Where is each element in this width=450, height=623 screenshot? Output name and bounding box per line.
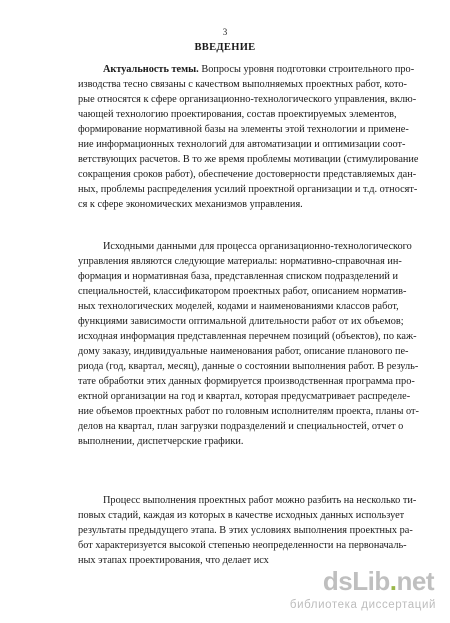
paragraph-line: ных этапах проектирования, что делает исх (78, 555, 269, 566)
watermark-logo: dsLib.net (322, 566, 434, 596)
paragraph-line: тате обработки этих данных формируется производственная программа про- (78, 376, 415, 387)
paragraph-line: чающей технологию проектирования, состав проектируемых элементов, (78, 109, 397, 120)
paragraph-line: риода (год, квартал, месяц), данные о состоянии выполнения работ. В резуль- (78, 361, 419, 372)
paragraph-line: специальностей, классификатором проектных работ, описанием норматив- (78, 286, 407, 297)
paragraph-line: ных, проблемы распределения усилий проектной организации и т.д. относят- (78, 184, 418, 195)
paragraph-line: ся к сфере экономических механизмов управления. (78, 199, 303, 210)
paragraph-line: делов на квартал, план загрузки подразделений и специальностей, отчет о (78, 421, 404, 432)
paragraph-line: Исходными данными для процесса организационно-технологического (103, 241, 412, 252)
paragraph-line: ных технологических моделей, кодами и наименованиями классов работ, (78, 301, 399, 312)
paragraph-line: ветствующих расчетов. В то же время проблемы мотивации (стимулирование (78, 154, 419, 165)
paragraph-line: изводства тесно связаны с качеством выполняемых проектных работ, кото- (78, 79, 407, 90)
paragraph-line: повых стадий, каждая из которых в качестве исходных данных использует (78, 510, 405, 521)
paragraph-line: ние информационных технологий для автоматизации и оптимизации соот- (78, 139, 406, 150)
paragraph-line: результаты предыдущего этапа. В этих условиях выполнения проектных ра- (78, 525, 413, 536)
paragraph-line: ектной организации на год и квартал, которая предусматривает распределе- (78, 391, 411, 402)
paragraph-line: формирование нормативной базы на элементы этой технологии и примене- (78, 124, 409, 135)
paragraph-line: выполнении, диспетчерские графики. (78, 436, 244, 447)
section-heading: ВВЕДЕНИЕ (194, 42, 256, 53)
paragraph-line: бот характеризуется высокой степенью неопределенности на первоначаль- (78, 540, 407, 551)
paragraph-line: сокращения сроков работ), обеспечение достоверности представляемых дан- (78, 169, 417, 180)
paragraph-line: исходная информация представленная перечнем позиций (объектов), по каж- (78, 331, 417, 342)
paragraph-line: рые относятся к сфере организационно-технологического управления, вклю- (78, 94, 417, 105)
paragraph-line: формация и нормативная база, представленная списком подразделений и (78, 271, 398, 282)
paragraph-line: Актуальность темы. Вопросы уровня подготовки строительного про- (103, 64, 415, 75)
paragraph-line: ние объемов проектных работ по головным исполнителям проекта, планы от- (78, 406, 419, 417)
paragraph-line: дому заказу, индивидуальные наименования работ, описание планового пе- (78, 346, 409, 357)
paragraph-lead: Актуальность темы. (103, 64, 199, 75)
paragraph-line: управления являются следующие материалы: нормативно-справочная ин- (78, 256, 402, 267)
page-number: 3 (222, 27, 228, 37)
paragraph-line: Процесс выполнения проектных работ можно разбить на несколько ти- (103, 495, 417, 506)
paragraph-line: функциями зависимости оптимальной длительности работ от их объемов; (78, 316, 404, 327)
watermark (268, 566, 446, 618)
watermark-subtitle: библиотека диссертаций (289, 599, 436, 611)
